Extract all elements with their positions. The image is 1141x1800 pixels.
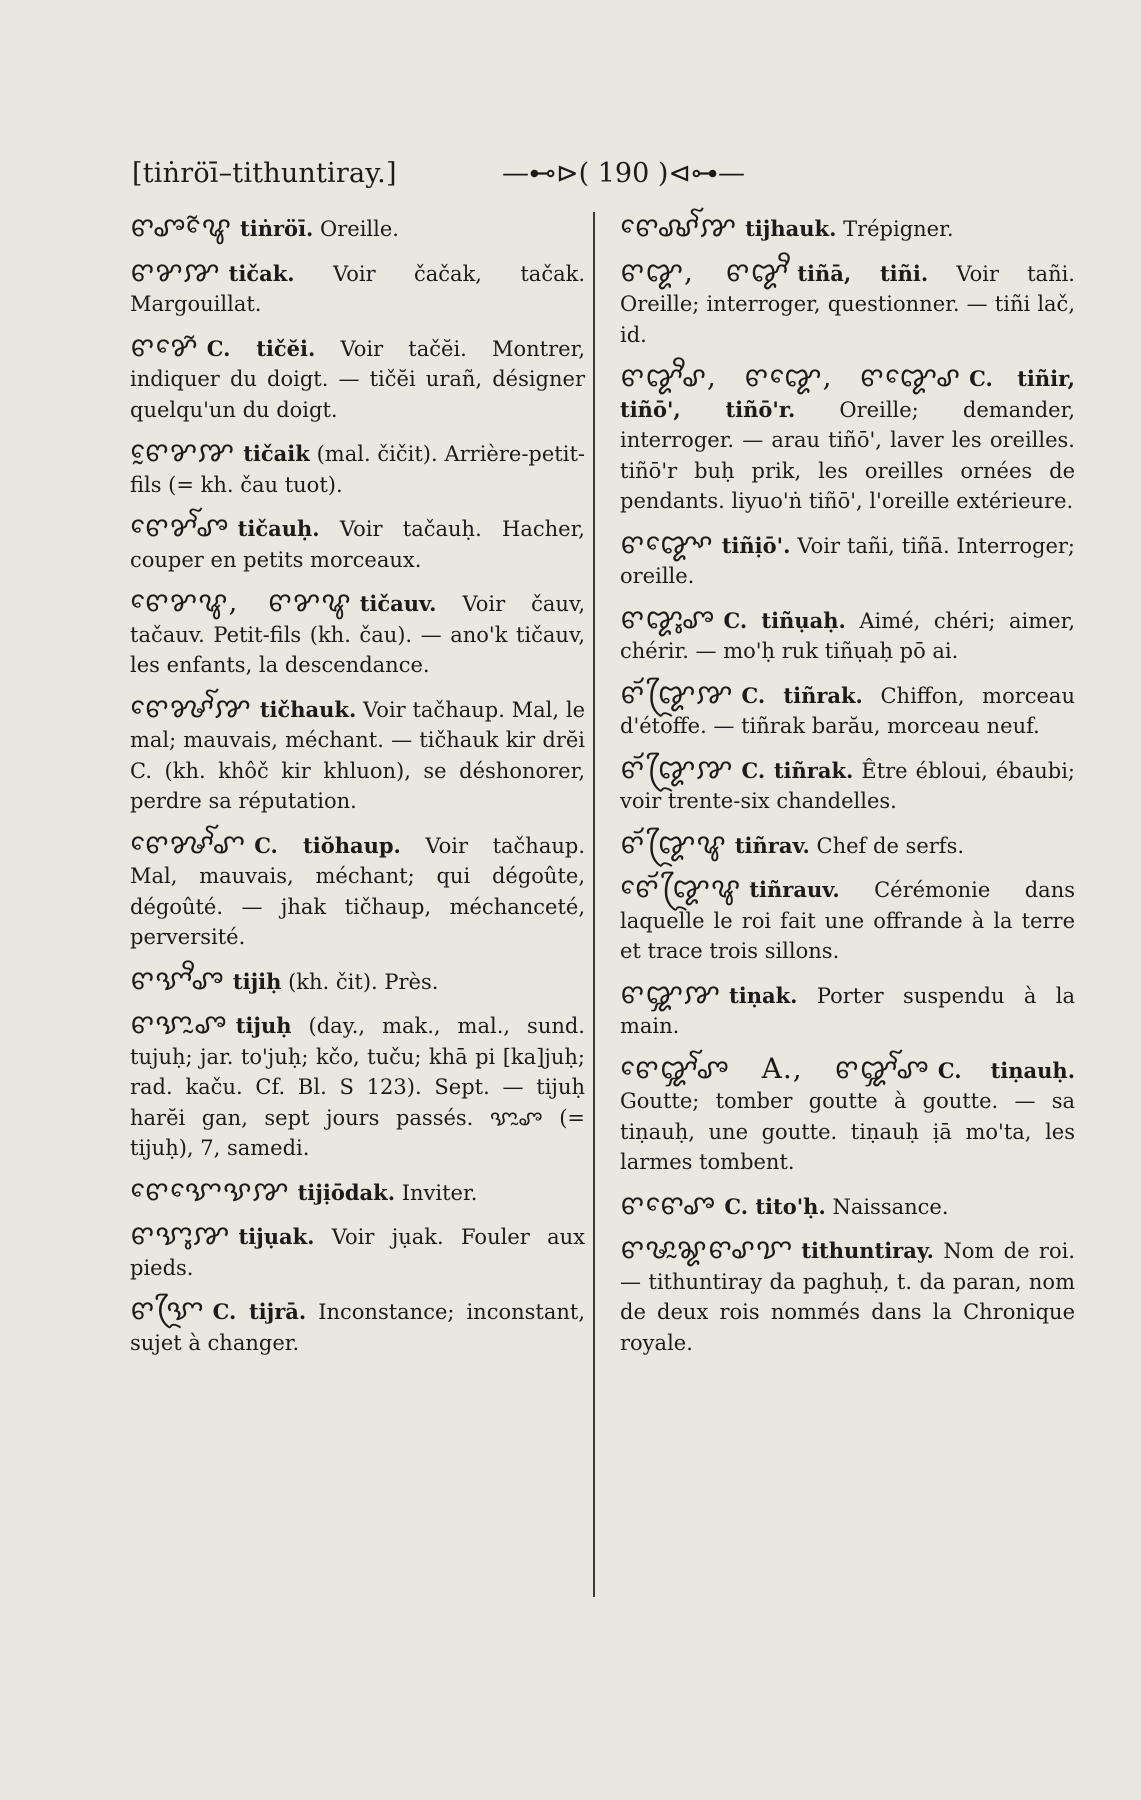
definition: Voir tañi. Oreille; interroger, questionner. — tiñi lač, id. — [620, 261, 1075, 347]
cham-script-headword: ꨓꨎꨴ — [130, 1293, 205, 1326]
headword: C. tiñrak. — [741, 682, 863, 708]
definition: Chef de serfs. — [809, 833, 965, 858]
cham-script-headword: ꨓꨯꨍꨱꨇ — [130, 690, 252, 724]
dictionary-entry — [130, 329, 585, 426]
dictionary-entry — [130, 437, 585, 500]
headword: tijhauk. — [745, 216, 837, 241]
headword: C. tijrā. — [212, 1299, 307, 1324]
cham-script-headword: ꨓꨮꨑꨴꨇ — [620, 676, 734, 710]
definition: Oreille; demander, interroger. — arau tiñō', laver les oreilles. tiñō'r buḥ prik, les oreilles ornées de pendants. liyuo'ṅ tiñō', l'oreille extérieure. — [620, 397, 1075, 513]
dictionary-entry — [130, 212, 585, 245]
cham-script-headword: ꨓꨯꨮꨑꨴꨥ — [620, 871, 742, 904]
definition: (mal. čičit). Arrière-petit-fils (= kh. čau tuot). — [130, 442, 585, 497]
right-column — [620, 212, 1075, 1370]
dictionary-entry — [620, 751, 1075, 817]
dictionary-entry — [130, 1220, 585, 1283]
dictionary-entry — [620, 1051, 1076, 1178]
dictionary-entry — [130, 962, 585, 998]
cham-script-headword: ꨓꨨ̃ꨯꨥ — [130, 210, 233, 243]
cham-script-headword: ꨓꨎꨭꨨ — [130, 1007, 228, 1040]
dictionary-entry — [130, 690, 585, 817]
running-head: [tiṅröī–tithuntiray.] — [132, 158, 397, 189]
cham-script-headword: ꨓꨑꨳꨯ — [620, 526, 714, 560]
dictionary-entry — [130, 826, 585, 953]
headword: C. tito'ḥ. — [724, 1193, 826, 1219]
dictionary-entry — [620, 676, 1075, 742]
dictionary-entry — [620, 526, 1075, 592]
headword: tiñịō'. — [721, 532, 791, 558]
definition: Voir tačhaup. Mal, mauvais, méchant; qui dégoûte, dégoûté. — jhak tičhaup, méchanceté, perversité. — [130, 833, 585, 949]
dictionary-entry — [130, 1295, 585, 1358]
dictionary-entry — [620, 212, 1075, 245]
headword: tiñrav. — [734, 832, 810, 858]
definition: Porter suspendu à la main. — [620, 983, 1075, 1038]
definition: Voir jụak. Fouler aux pieds. — [130, 1225, 585, 1280]
definition: Voir tačauḥ. Hacher, couper en petits morceaux. — [130, 517, 585, 572]
definition: (day., mak., mal., sund. tujuḥ; jar. to'juḥ; kčo, tuču; khā pi [ka]juḥ; rad. kaču. Cf. Bl. S 123). Sept. — tijuḥ harĕi gan, sept jours passés. ꨎꨭꨨ (= tijuḥ), 7, samedi. — [130, 1014, 585, 1160]
definition: Voir čačak, tačak. Margouillat. — [130, 261, 585, 316]
cham-script-headword: ꨓꨑꨪꨣ, ꨓꨑꨯ, ꨓꨑꨯꨣ — [620, 360, 962, 393]
cham-script-headword: ꨓꨯꨏꨱꨇ — [620, 210, 738, 243]
cham-script-headword: ꨓꨯꨎꨯꨕꨇ — [130, 1173, 290, 1207]
cham-script-headword: ꨓꨯꨒꨱꨨ A., ꨓꨒꨱꨨ — [620, 1051, 930, 1085]
dictionary-entry — [620, 362, 1075, 517]
definition: Être ébloui, ébaubi; voir trente-six chandelles. — [620, 758, 1075, 813]
dictionary-entry — [130, 512, 585, 575]
cham-script-headword: ꨓꨒꨇ — [620, 976, 722, 1010]
headword: tičauḥ. — [237, 516, 320, 541]
definition: Inconstance; inconstant, sujet à changer. — [130, 1300, 586, 1355]
definition: Voir tañi, tiñā. Interroger; oreille. — [620, 533, 1075, 588]
cham-script-headword: ꨓꨯꨍꨱꨚ — [130, 826, 247, 860]
definition: Trépigner. — [836, 217, 954, 241]
definition: Voir čauv, tačauv. Petit-fils (kh. čau). — ano'k tičauv, les enfants, la descendance. — [130, 592, 585, 677]
definition: Nom de roi. — tithuntiray da paghuḥ, t. da paran, nom de deux rois nommés dans la Chronique royale. — [620, 1239, 1075, 1355]
cham-script-headword: ꨓꨰꨌꨇ — [130, 435, 236, 468]
cham-script-headword: ꨓꨑ, ꨓꨑꨪ — [620, 254, 790, 288]
headword: tithuntiray. — [801, 1238, 934, 1263]
definition: Naissance. — [825, 1194, 949, 1219]
cham-script-headword: ꨓꨔꨭꨘꨓꨣꨢ — [620, 1232, 794, 1265]
dictionary-entry — [130, 1173, 585, 1209]
dictionary-entry — [620, 976, 1075, 1042]
dictionary-entry — [620, 1187, 1075, 1223]
headword: C. tiñụaḥ. — [723, 607, 846, 633]
definition: Cérémonie dans laquelle le roi fait une offrande à la terre et trace trois sillons. — [620, 878, 1075, 963]
headword: C. tiñrak. — [741, 757, 854, 783]
page-header — [132, 158, 1141, 198]
headword: tiṇak. — [729, 982, 798, 1008]
column-divider — [593, 212, 595, 1597]
cham-script-headword: ꨓꨎꨪꨨ — [130, 962, 225, 996]
definition: Goutte; tomber goutte à goutte. — sa tiṇauḥ, une goutte. tiṇauḥ ịā mo'ta, les larmes tombent. — [620, 1089, 1075, 1174]
dictionary-entry — [130, 254, 585, 320]
headword: tijuḥ — [235, 1013, 292, 1038]
dictionary-entry — [620, 873, 1075, 967]
cham-script-headword: ꨓꨮꨑꨴꨥ — [620, 826, 727, 860]
definition: Aimé, chéri; aimer, chérir. — mo'ḥ ruk tiñụaḥ pō ai. — [620, 608, 1076, 663]
definition: Oreille. — [313, 217, 399, 241]
cham-script-headword: ꨓꨓꨯꨨ — [620, 1187, 717, 1221]
headword: C. tiŏhaup. — [254, 832, 401, 858]
dictionary-entry — [620, 1234, 1075, 1358]
definition: Chiffon, morceau d'étoffe. — tiñrak barău, morceau neuf. — [620, 683, 1075, 738]
cham-script-headword: ꨓꨯꨌꨱꨨ — [130, 510, 230, 543]
headword: tiñrauv. — [749, 877, 840, 902]
headword: C. tiṇauḥ. — [937, 1057, 1076, 1083]
definition: Voir tačĕi. Montrer, indiquer du doigt. — tičĕi urañ, désigner quelqu'un du doigt. — [130, 336, 585, 422]
definition: Inviter. — [395, 1180, 478, 1205]
headword: tijiḥ — [232, 968, 282, 994]
dictionary-entry — [130, 1009, 585, 1164]
cham-script-headword: ꨓꨌꨇ — [130, 254, 221, 288]
cham-script-headword: ꨓꨯꨌꨥ, ꨓꨌꨥ — [130, 585, 352, 618]
headword: tičak. — [228, 260, 295, 286]
cham-script-headword: ꨓꨑꨶꨨ — [620, 601, 716, 635]
headword: C. tičĕi. — [206, 335, 316, 361]
headword: tijụak. — [238, 1224, 315, 1249]
headword: tičhauk. — [259, 696, 357, 722]
headword: tičauv. — [359, 591, 437, 616]
definition: Voir tačhaup. Mal, le mal; mauvais, méchant. — tičhauk kir drĕi C. (kh. khôč kir khluon), se déshonorer, perdre sa réputation. — [130, 697, 585, 813]
definition: (kh. čit). Près. — [281, 969, 439, 994]
headword: tijịōdak. — [297, 1179, 396, 1205]
cham-script-headword: ꨓꨮꨑꨴꨇ — [620, 751, 734, 785]
headword: tičaik — [243, 441, 310, 466]
cham-script-headword: ꨓꨎꨶꨇ — [130, 1218, 231, 1251]
headword: tiñā, tiñi. — [797, 260, 929, 286]
headword: C. tiñir, tiñō', tiñō'r. — [620, 366, 1075, 422]
dictionary-entry — [620, 254, 1075, 351]
dictionary-entry — [130, 587, 585, 681]
left-column — [130, 212, 585, 1370]
headword: tiṅröī. — [240, 216, 314, 241]
dictionary-entry — [620, 601, 1076, 667]
page-number: —⊷⊳( 190 )⊲⊶— — [502, 158, 746, 189]
dictionary-entry — [620, 826, 1075, 862]
cham-script-headword: ꨓꨌꨯ̃ — [130, 329, 199, 363]
